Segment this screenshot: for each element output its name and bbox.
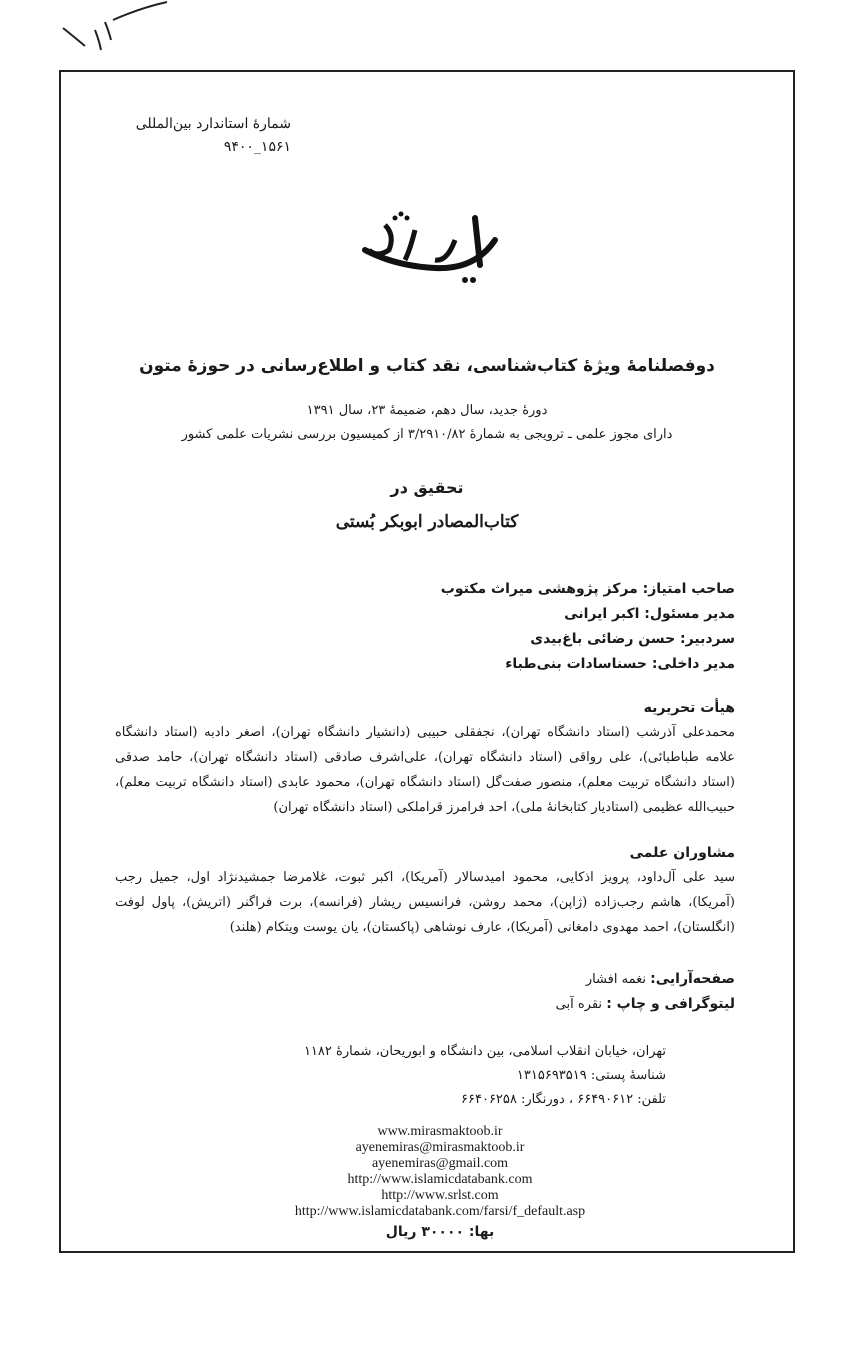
issn-block bbox=[136, 113, 291, 159]
print-label: لیتوگرافی و چاپ : bbox=[606, 996, 735, 1012]
journal-subtitle: دوفصلنامۀ ویژۀ کتاب‌شناسی، نقد کتاب و اطلاع‌رسانی در حوزۀ متون bbox=[139, 356, 715, 376]
srlst-link[interactable]: http://www.srlst.com bbox=[381, 1188, 499, 1203]
editorial-board-text: محمدعلی آذرشب (استاد دانشگاه تهران)، نجفقلی حبیبی (دانشیار دانشگاه تهران)، اصغر دادبه (استاد دانشگاه علامه طباطبائی)، علی رواقی (استاد دانشگاه تهران)، علی‌اشرف صادقی (استاد دانشگاه تهران)، حامد صدقی (استاد دانشگاه تربیت معلم)، منصور صفت‌گل (استاد دانشگاه تهران)، محمود عابدی (استاد دانشگاه تربیت معلم)، حبیب‌الله عظیمی (استادیار کتابخانۀ ملی)، احد فرامرز قراملکی (استاد دانشگاه تهران) bbox=[115, 725, 735, 815]
price: بها: ۳۰۰۰۰ ریال bbox=[385, 1224, 495, 1240]
advisors-title: مشاوران علمی bbox=[629, 845, 735, 861]
email-primary[interactable]: ayenemiras@mirasmaktoob.ir bbox=[355, 1140, 525, 1155]
advisors-text: سید علی آل‌داود، پرویز اذکایی، محمود امیدسالار (آمریکا)، اکبر ثبوت، غلامرضا جمشیدنژاد اول، جمیل رجب (آمریکا)، هاشم رجب‌زاده (ژاپن)، محمد روشن، فرانسیس ریشار (فرانسه)، برت فراگنر (اتریش)، پاول لوفت (انگلستان)، احمد مهدوی دامغانی (آمریکا)، عارف نوشاهی (پاکستان)، یان یوست ویتکام (هلند) bbox=[115, 870, 735, 935]
series-info bbox=[59, 399, 795, 447]
issn-number: ۱۵۶۱_۹۴۰۰ bbox=[223, 139, 291, 155]
issn-label: شمارۀ استاندارد بین‌المللی bbox=[135, 116, 291, 132]
staff-internal-manager: مدیر داخلی: حسناسادات بنی‌طباء bbox=[505, 656, 735, 672]
layout-credit bbox=[115, 967, 735, 992]
email-gmail[interactable]: ayenemiras@gmail.com bbox=[371, 1156, 509, 1171]
print-name: نقره آبی bbox=[555, 997, 603, 1012]
license-line: دارای مجوز علمی ـ ترویجی به شمارۀ ۳/۲۹۱۰/۸۲ از کمیسیون بررسی نشریات علمی کشور bbox=[181, 427, 673, 442]
islamicdatabank-link[interactable]: http://www.islamicdatabank.com bbox=[347, 1172, 533, 1187]
address-block bbox=[244, 1040, 666, 1112]
editorial-board-title: هیأت تحریریه bbox=[643, 700, 735, 716]
street-address: تهران، خیابان انقلاب اسلامی، بین دانشگاه و ابوریحان، شمارۀ ۱۱۸۲ bbox=[303, 1044, 666, 1059]
staff-list bbox=[115, 577, 735, 677]
staff-editor-in-chief: سردبیر: حسن رضائی باغ‌بیدی bbox=[530, 631, 735, 647]
staff-director: مدیر مسئول: اکبر ایرانی bbox=[564, 606, 735, 622]
research-label: تحقیق در bbox=[390, 478, 464, 497]
edition-line: دورۀ جدید، سال دهم، ضمیمۀ ۲۳، سال ۱۳۹۱ bbox=[306, 403, 548, 418]
layout-name: نغمه افشار bbox=[585, 972, 646, 987]
journal-logo bbox=[355, 210, 505, 290]
layout-label: صفحه‌آرایی: bbox=[650, 971, 735, 987]
phone-fax: تلفن: ۶۶۴۹۰۶۱۲ ، دورنگار: ۶۶۴۰۶۲۵۸ bbox=[461, 1092, 666, 1107]
credits bbox=[115, 967, 735, 1017]
scientific-advisors bbox=[115, 845, 735, 940]
islamicdatabank-farsi-link[interactable]: http://www.islamicdatabank.com/farsi/f_default.asp bbox=[294, 1204, 586, 1219]
staff-owner: صاحب امتیاز: مرکز پژوهشی میراث مکتوب bbox=[440, 581, 735, 597]
handwritten-mark bbox=[55, 0, 185, 60]
web-contacts bbox=[200, 1124, 680, 1220]
book-title: کتاب‌المصادر ابوبکر بُستی bbox=[335, 512, 519, 532]
website[interactable]: www.mirasmaktoob.ir bbox=[377, 1124, 503, 1139]
postal-code: شناسۀ پستی: ۱۳۱۵۶۹۳۵۱۹ bbox=[516, 1068, 666, 1083]
print-credit bbox=[115, 992, 735, 1017]
editorial-board bbox=[115, 700, 735, 820]
